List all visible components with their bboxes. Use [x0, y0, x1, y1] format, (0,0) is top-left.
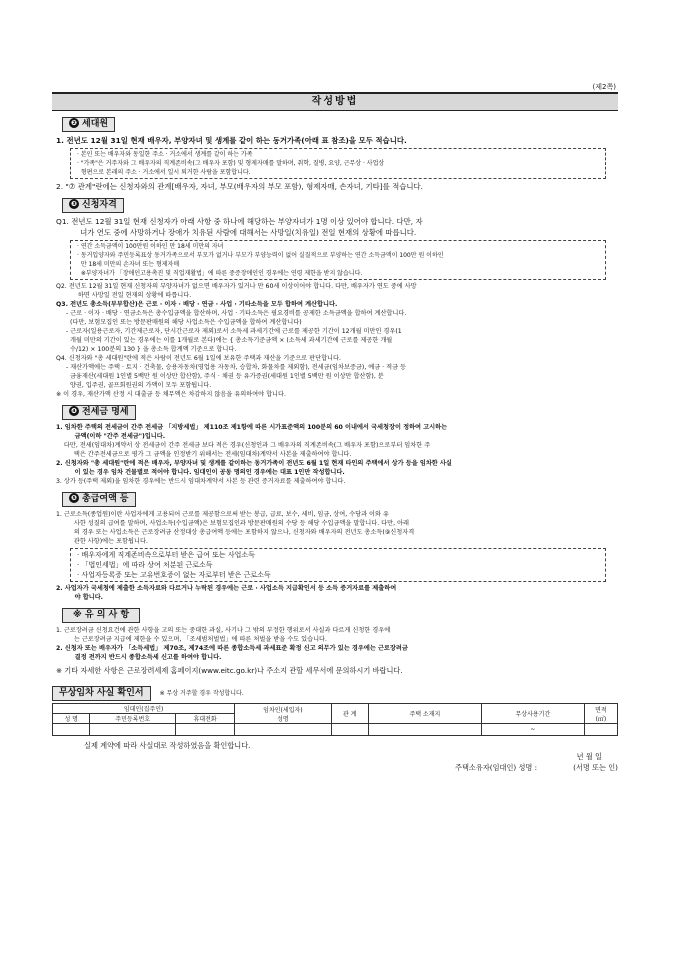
- section-header-household: [62, 117, 115, 132]
- page-title: 작성방법: [52, 92, 618, 111]
- box-line: · 사업자등록증 또는 고유번호증이 없는 자로부터 받은 근로소득: [77, 571, 271, 579]
- header-area-label: 면적: [595, 706, 607, 714]
- eligibility-q1: Q1. 전년도 12월 31일 현재 신청자가 아래 사항 중 하나에 해당하는 부양자녀가 1명 이상 있어야 합니다. 다만, 자 녀가 연도 중에 사망하거나 장애가 치유된 사람에 대해서는 사망일(치유일) 전일 현재의 상황에 따릅니다.: [56, 217, 423, 237]
- caution-line-2: 2. 신청자 또는 배우자가 「소득세법」 제70조, 제74조에 따른 종합소득세 과세표준 확정 신고 의무가 있는 경우에는 근로장려금 결정 전까지 반드시 종합소득세 신고를 하여야 합니다.: [56, 645, 408, 661]
- eligibility-q4-sub: 양권, 입주권, 골프회원권의 가액이 모두 포함됩니다.: [66, 382, 212, 389]
- eligibility-q3-sub: - 근로 · 이자 · 배당 · 연금소득은 총수입금액을 합산하며, 사업 · 기타소득은 필요경비를 공제한 소득금액을 합하여 계산합니다.: [66, 310, 407, 317]
- household-line-1: 1. 전년도 12월 31일 현재 배우자, 부양자녀 및 생계를 같이 하는 동거가족(아래 표 참조)을 모두 적습니다.: [56, 136, 407, 145]
- form-page: [52, 78, 618, 773]
- eligibility-q3-sub: - 근로자(일용근로자, 기간제근로자, 단시간근로자 제외)로서 소득세 과세기간에 근로를 제공한 기간이 12개월 미만인 경우(1: [66, 328, 402, 335]
- signature-field[interactable]: (서명 또는 인): [573, 763, 618, 772]
- section-label: 전세금 명세: [82, 407, 129, 417]
- eligibility-q3-sub: 수/12) × 100분의 130 } 을 총소득 합계액 기준으로 합니다.: [66, 346, 237, 353]
- header-lessee: [235, 704, 331, 724]
- section-header-cautions: [62, 608, 140, 623]
- section-number-badge: ❷: [69, 118, 79, 128]
- box-line: · 동거입양자와 주민등록표상 동거가족으로서 부모가 없거나 부모가 부양능력이 없어 실질적으로 부양하는 연간 소득금액이 100만 원 이하인: [77, 252, 444, 259]
- household-line-2: 2. "⑦ 관계"란에는 신청자와의 관계[배우자, 자녀, 부모(배우자의 부모 포함), 형제자매, 손자녀, 기타]를 적습니다.: [56, 182, 424, 191]
- eligibility-q4-sub: - 재산가액에는 주택 · 토지 · 건축물, 승용자동차(영업용 자동차, 승합차, 화물차를 제외함), 전세금(임차보증금), 예금 · 적금 등: [66, 364, 407, 371]
- cell-period[interactable]: ~: [481, 724, 584, 736]
- eligibility-q4-sub: 금융재산(세대원 1인별 5백만 원 이상만 합산함), 주식 · 채권 등 유가증권(세대원 1인별 5백만 원 이상만 합산함), 분: [66, 373, 384, 380]
- eligibility-q4: Q4. 신청자와 "총 세대원"란에 적은 사람이 전년도 6월 1일에 보유한 주택과 재산을 기준으로 판단합니다.: [56, 355, 341, 362]
- eligibility-note: ※ 이 경우, 재산가액 산정 시 대출금 등 채무액은 차감하지 않음을 유의하여야 합니다.: [56, 391, 286, 398]
- eligibility-q3: Q3. 전년도 총소득(부부합산)은 근로 · 이자 · 배당 · 연금 · 사업 · 기타소득을 모두 합하여 계산합니다.: [56, 301, 338, 308]
- box-line: · 본인 또는 배우자와 동일한 주소 · 거소에서 생계를 같이 하는 가족: [77, 151, 253, 158]
- cell-lessee[interactable]: [235, 724, 331, 736]
- section-label: 신청자격: [82, 200, 117, 210]
- confirm-table: [52, 703, 618, 736]
- header-lessor: 임대인(집주인): [53, 704, 235, 714]
- total-pay-box: [70, 548, 606, 582]
- deposit-line-1: 1. 임차한 주택의 전세금이 간주 전세금 「지방세법」 제110조 제1항에 따른 시가표준액의 100분의 60 이내에서 국세청장이 정하여 고시하는 금액(이하 "간주 전세금")입니다.: [56, 424, 448, 440]
- footer-note: ※ 기타 자세한 사항은 근로장려세제 홈페이지(www.eitc.go.kr)나 주소지 관할 세무서에 문의하시기 바랍니다.: [56, 666, 403, 675]
- eligibility-q3-sub: (다만, 보험모집인 또는 방문판매원의 해당 사업소득은 수입금액을 합하여 계산합니다): [66, 319, 302, 326]
- eligibility-q2: Q2. 전년도 12월 31일 현재 신청자의 부양자녀가 없으면 배우자가 있거나 만 60세 이상이어야 합니다. 다만, 배우자가 연도 중에 사망 하면 사망일 전일 현재의 상황에 따릅니다.: [56, 283, 417, 299]
- deposit-line-3: 3. 상가 등(주택 제외)을 임차한 경우에는 반드시 임대차계약서 사본 등 관련 증거자료를 제출하여야 합니다.: [56, 478, 346, 485]
- household-definition-box: [70, 148, 606, 179]
- caution-line-1: 1. 근로장려금 신청요건에 관한 사항을 고의 또는 중대한 과실, 사기나 그 밖의 부정한 행위로서 사실과 다르게 신청한 경우에 는 근로장려금 지급에 제한을 수 있으며, 「조세범처벌법」에 따른 처벌을 받을 수도 있습니다.: [56, 627, 391, 643]
- header-phone: 휴대전화: [175, 714, 234, 724]
- section-label: ※ 유 의 사 항: [73, 610, 130, 620]
- section-header-eligibility: [62, 198, 124, 213]
- section-header-total-pay: [62, 492, 136, 507]
- header-area: [584, 704, 617, 724]
- header-rrn: 주민등록번호: [90, 714, 176, 724]
- header-relation: 관 계: [331, 704, 368, 724]
- deposit-line-2: 2. 신청자와 "총 세대원"란에 적은 배우자, 부양자녀 및 생계를 같이하는 동거가족이 전년도 6월 1일 현재 타인의 주택에서 상가 등을 임차한 사실 이 있는 경우 임차 건물별로 적어야 합니다. 임대인이 공동 명의인 경우에는 대표 1인만 작성합니다.: [56, 460, 452, 476]
- cell-relation[interactable]: [331, 724, 368, 736]
- section-header-deposit: [62, 405, 136, 420]
- header-name: 성 명: [53, 714, 90, 724]
- cell-name[interactable]: [53, 724, 90, 736]
- header-lessee-name: 성명: [277, 715, 289, 723]
- box-line: · "가족"은 거주자와 그 배우자의 직계존비속(그 배우자 포함) 및 형제자매를 말하며, 취학, 질병, 요양, 근무상 · 사업상: [77, 160, 385, 167]
- deposit-line-1b: 다만, 전세(임대차)계약서 상 전세금이 간주 전세금 보다 적은 경우(신청인과 그 배우자의 직계존비속(그 배우자 포함)으로부터 임차한 주 택은 간주전세금으로 평가 그 금액을 인정받기 위해서는 전세(임대차)계약서 사본을 제출하여야 합니다.: [63, 442, 431, 458]
- cell-phone[interactable]: [175, 724, 234, 736]
- cell-address[interactable]: [368, 724, 481, 736]
- confirm-title: 무상임차 사실 확인서: [52, 686, 151, 701]
- owner-name-label: 주택소유자(임대인) 성명 :: [455, 763, 538, 772]
- header-lessee-title: 임차인(세입자): [263, 706, 303, 714]
- section-number-badge: ❹: [69, 406, 79, 416]
- cell-rrn[interactable]: [90, 724, 176, 736]
- confirm-subtitle: ※ 무상 거주할 경우 작성합니다.: [159, 690, 244, 697]
- confirm-statement: 실제 계약에 따라 사실대로 작성하였음을 확인합니다.: [84, 741, 251, 750]
- box-line: · 배우자에게 직계존비속으로부터 받은 급여 또는 사업소득: [77, 551, 255, 559]
- header-area-unit: (㎡): [595, 715, 607, 723]
- header-period: 무상사용기간: [481, 704, 584, 724]
- page-number: (제2쪽): [592, 83, 616, 91]
- total-pay-line-1: 1. 근로소득(종업원)이란 사업자에게 고용되어 근로를 제공함으로써 받는 봉급, 급료, 보수, 세비, 임금, 상여, 수당과 이와 유 사한 성질의 급여를 말하며, 사업소득(수입금액)은 보험모집인과 방문판매원의 수당 등 해당 수입금액을 말합니다. 다만, 아래 의 경우 또는 사업소득은 근로장려금 산정대상 총급여액 등에는 포함하지 않으나, 신청자와 배우자의 전년도 총소득(⑨신청자격 관한 사항)에는 포함됩니다.: [56, 511, 415, 545]
- eligibility-q3-sub: 개월 미만의 기간이 있는 경우에는 이를 1개월로 본다)에는 { 총소득기준금액 × (소득세 과세기간에 근로를 제공한 개월: [66, 337, 393, 344]
- box-line: · 연간 소득금액이 100만원 이하인 만 18세 미만의 자녀: [77, 243, 224, 250]
- header-address: 주택 소재지: [368, 704, 481, 724]
- section-number-badge: ❺: [69, 493, 79, 503]
- total-pay-line-2: 2. 사업자가 국세청에 제출한 소득자료와 다르거나 누락된 경우에는 근로 · 사업소득 지급확인서 등 소득 증거자료를 제출하여 야 합니다.: [56, 585, 397, 601]
- box-line: 형편으로 본래의 주소 · 거소에서 일시 퇴거한 사람을 포함합니다.: [77, 169, 251, 176]
- box-line: 만 18세 미만의 손자녀 또는 형제자매: [77, 261, 180, 268]
- cell-area[interactable]: [584, 724, 617, 736]
- eligibility-box: [70, 240, 606, 280]
- box-line: ※부양자녀가 「장애인고용촉진 및 직업재활법」에 따른 중증장애인인 경우에는 연령 제한을 받지 않습니다.: [77, 270, 363, 277]
- box-line: · 「법인세법」에 따라 상여 처분된 근로소득: [77, 561, 213, 569]
- section-number-badge: ❸: [69, 199, 79, 209]
- date-line: 년 월 일: [576, 752, 602, 761]
- section-label: 세대원: [82, 119, 109, 129]
- section-label: 총급여액 등: [82, 494, 129, 504]
